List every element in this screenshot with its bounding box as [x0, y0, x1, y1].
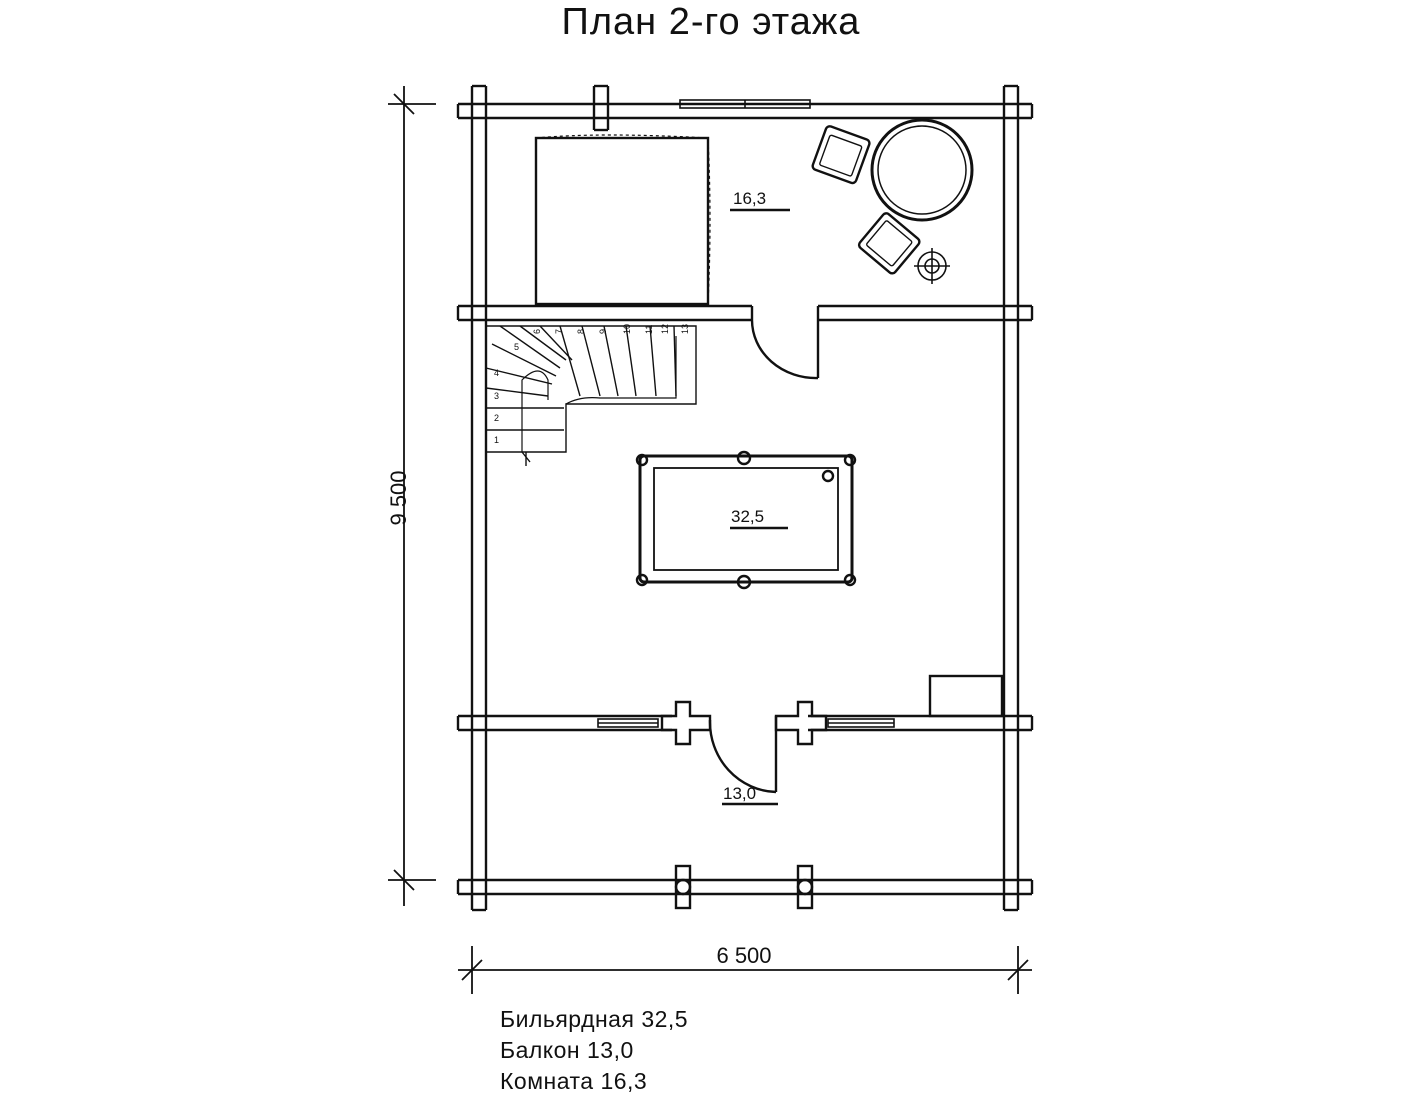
step-number: 8 [576, 328, 586, 334]
step-number: 2 [494, 413, 500, 423]
window-top [680, 100, 810, 108]
bed [536, 138, 708, 304]
legend-item-name: Бильярдная [500, 1006, 635, 1032]
post-left [662, 702, 710, 744]
legend-item-name: Балкон [500, 1037, 581, 1063]
step-number: 10 [622, 323, 632, 334]
billiard-area-label: 32,5 [731, 507, 765, 526]
legend-item [500, 1004, 688, 1035]
step-number: 11 [644, 324, 654, 334]
bottom-post-right [798, 866, 812, 908]
window-lower-left [598, 719, 658, 727]
step-number: 5 [514, 342, 520, 352]
window-lower-right [828, 719, 894, 727]
step-number: 4 [494, 368, 500, 378]
bottom-post-left [676, 866, 690, 908]
legend-item-area: 32,5 [641, 1006, 689, 1032]
legend-item [500, 1066, 688, 1097]
legend-item-area: 16,3 [600, 1068, 648, 1094]
legend-item-name: Комната [500, 1068, 594, 1094]
height-dimension-label: 9 500 [386, 470, 411, 526]
room-area-label: 16,3 [733, 189, 767, 208]
post-right [776, 702, 826, 744]
cabinet [930, 676, 1002, 716]
plan-title: План 2-го этажа [561, 1, 861, 43]
step-number: 6 [532, 328, 542, 334]
room-legend [500, 1004, 688, 1097]
legend-item [500, 1035, 688, 1066]
step-number: 12 [660, 323, 670, 334]
step-number: 3 [494, 391, 500, 401]
width-dimension-label: 6 500 [716, 943, 772, 968]
door-swing-lower [710, 720, 776, 792]
legend-item-area: 13,0 [587, 1037, 634, 1063]
step-number: 9 [598, 328, 608, 334]
step-number: 7 [554, 328, 564, 334]
door-swing-upper [752, 320, 818, 378]
balcony-area-label: 13,0 [723, 784, 757, 803]
round-table-set [812, 120, 972, 284]
step-number: 1 [494, 435, 500, 445]
step-number: 13 [680, 323, 690, 334]
